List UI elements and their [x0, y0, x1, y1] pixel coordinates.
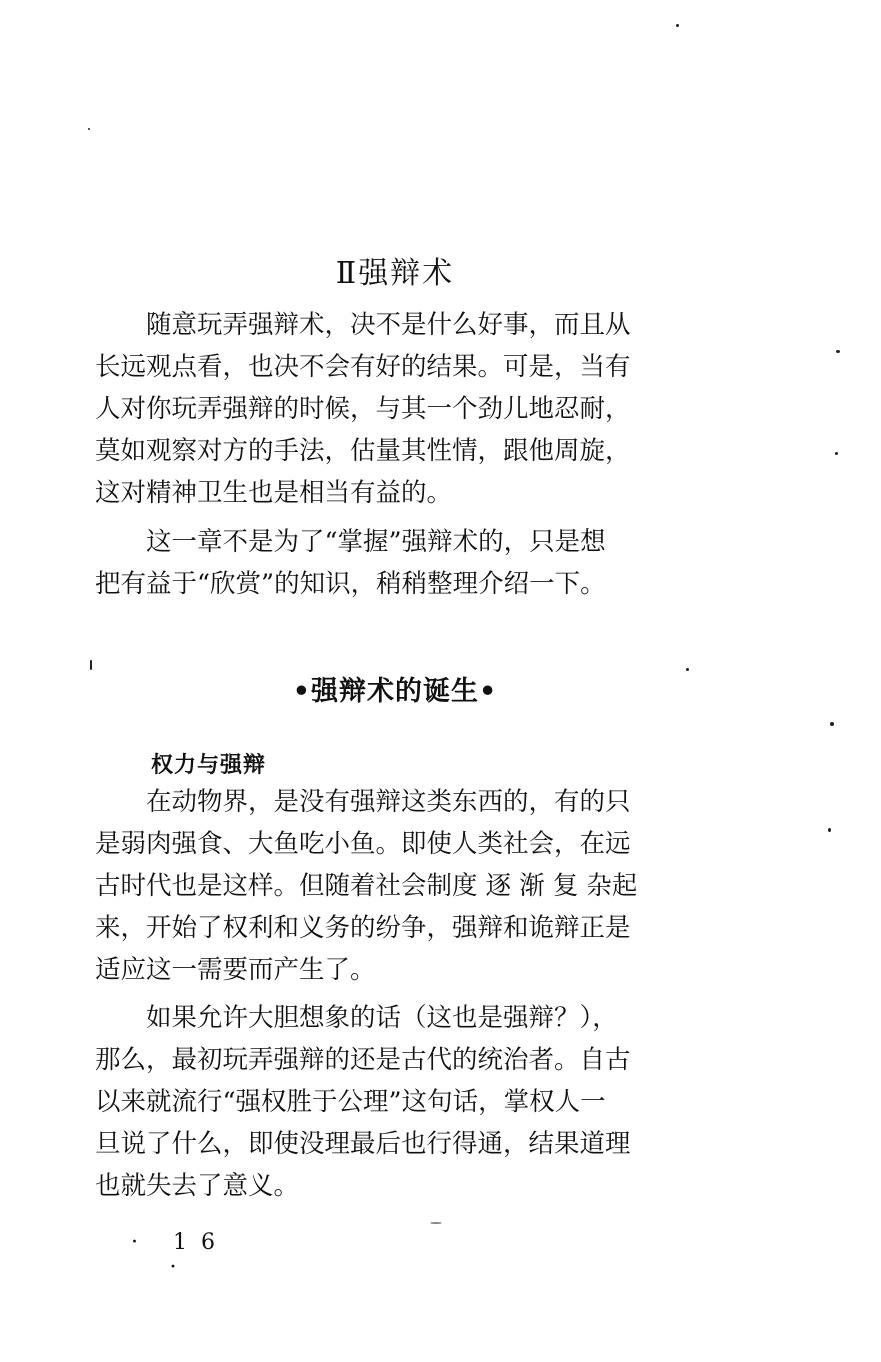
scan-speck [686, 668, 689, 671]
text-line: 旦说了什么，即使没理最后也行得通，结果道理 [95, 1129, 631, 1159]
text-line: 这一章不是为了“掌握”强辩术的，只是想 [95, 527, 606, 557]
body-paragraph-1 [95, 781, 637, 991]
text-line: 随意玩弄强辩术，决不是什么好事，而且从 [95, 310, 631, 340]
scan-speck [828, 828, 831, 832]
text-line: 人对你玩弄强辩的时候，与其一个劲儿地忍耐， [95, 394, 631, 424]
intro-paragraph-2 [95, 521, 606, 605]
text-line: 来，开始了权利和义务的纷争，强辩和诡辩正是 [95, 913, 631, 943]
text-line: 也就失去了意义。 [95, 1171, 300, 1201]
scan-speck [676, 24, 679, 27]
text-line: 适应这一需要而产生了。 [95, 955, 376, 985]
scan-speck [90, 660, 92, 670]
text-line: 在动物界，是没有强辩这类东西的，有的只 [95, 787, 631, 817]
text-line: 把有益于“欣赏”的知识，稍稍整理介绍一下。 [95, 569, 606, 599]
text-line: 这对精神卫生也是相当有益的。 [95, 478, 453, 508]
scan-speck [830, 722, 834, 726]
section-title: •强辩术的诞生• [292, 676, 498, 708]
intro-paragraph-1 [95, 304, 631, 514]
text-line: 古时代也是这样。但随着社会制度 逐 渐 复 杂起 [95, 871, 638, 901]
text-line: 莫如观察对方的手法，估量其性情，跟他周旋， [95, 436, 631, 466]
scan-speck [430, 1222, 442, 1224]
page-number: · 16 · [131, 1230, 229, 1280]
body-paragraph-2 [95, 997, 631, 1207]
text-line: 那么，最初玩弄强辩的还是古代的统治者。自古 [95, 1045, 631, 1075]
subsection-heading: 权力与强辩 [151, 753, 267, 778]
text-line: 是弱肉强食、大鱼吃小鱼。即使人类社会，在远 [95, 829, 631, 859]
text-line: 如果允许大胆想象的话（这也是强辩？）， [95, 1003, 618, 1033]
scan-speck [836, 350, 840, 353]
text-line: 长远观点看，也决不会有好的结果。可是，当有 [95, 352, 631, 382]
text-line: 以来就流行“强权胜于公理”这句话，掌权人一 [95, 1087, 606, 1117]
chapter-title: Ⅱ强辩术 [335, 256, 455, 292]
scan-speck [835, 452, 838, 455]
scan-speck [88, 128, 90, 130]
